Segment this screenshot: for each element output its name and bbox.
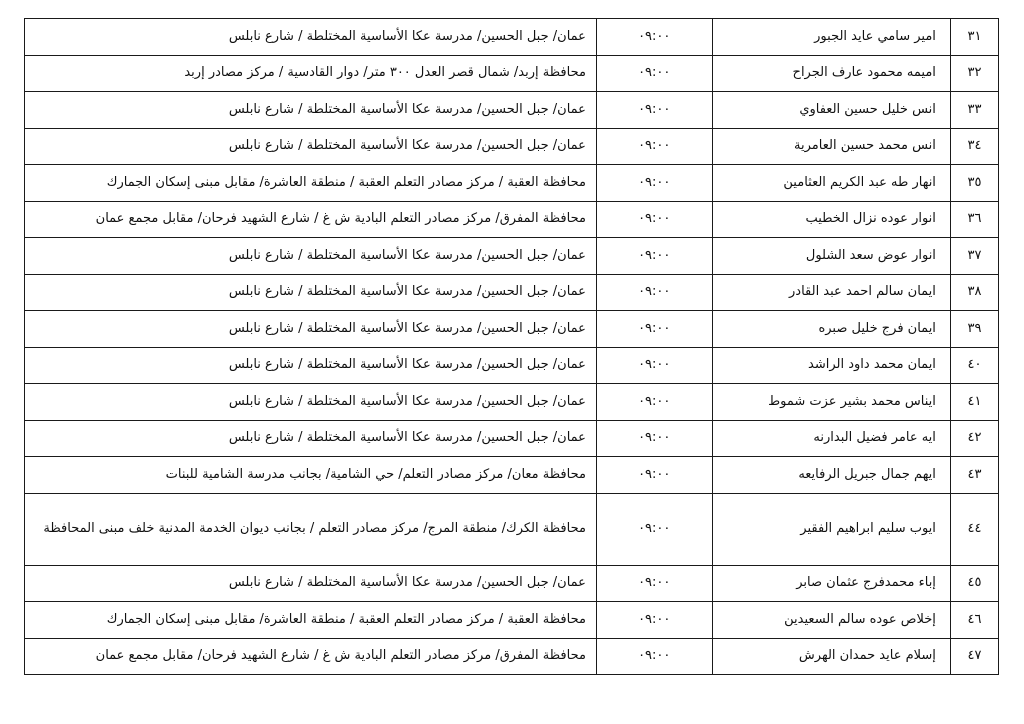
row-number-cell: ٣٣ bbox=[950, 92, 998, 129]
name-cell: اميمه محمود عارف الجراح bbox=[712, 55, 950, 92]
row-number-cell: ٣١ bbox=[950, 19, 998, 56]
time-cell: ٠٩:٠٠ bbox=[596, 19, 712, 56]
name-cell: انهار طه عبد الكريم العثامين bbox=[712, 165, 950, 202]
name-cell: ايوب سليم ابراهيم الفقير bbox=[712, 493, 950, 565]
name-cell: إسلام عايد حمدان الهرش bbox=[712, 638, 950, 675]
row-number-cell: ٣٨ bbox=[950, 274, 998, 311]
location-cell: محافظة الكرك/ منطقة المرج/ مركز مصادر التعلم / بجانب ديوان الخدمة المدنية خلف مبنى المحافظة bbox=[25, 493, 597, 565]
time-cell: ٠٩:٠٠ bbox=[596, 92, 712, 129]
table-row bbox=[25, 274, 999, 311]
row-number-cell: ٤٤ bbox=[950, 493, 998, 565]
location-cell: عمان/ جبل الحسين/ مدرسة عكا الأساسية المختلطة / شارع نابلس bbox=[25, 347, 597, 384]
name-cell: ايمان سالم احمد عبد القادر bbox=[712, 274, 950, 311]
row-number-cell: ٣٥ bbox=[950, 165, 998, 202]
name-cell: ايمان فرج خليل صبره bbox=[712, 311, 950, 348]
row-number-cell: ٤٢ bbox=[950, 420, 998, 457]
table-row bbox=[25, 19, 999, 56]
time-cell: ٠٩:٠٠ bbox=[596, 55, 712, 92]
time-cell: ٠٩:٠٠ bbox=[596, 165, 712, 202]
row-number-cell: ٤٦ bbox=[950, 602, 998, 639]
location-cell: عمان/ جبل الحسين/ مدرسة عكا الأساسية المختلطة / شارع نابلس bbox=[25, 384, 597, 421]
row-number-cell: ٤٣ bbox=[950, 457, 998, 494]
table-row bbox=[25, 602, 999, 639]
table-row bbox=[25, 638, 999, 675]
name-cell: ايه عامر فضيل البدارنه bbox=[712, 420, 950, 457]
time-cell: ٠٩:٠٠ bbox=[596, 201, 712, 238]
location-cell: محافظة معان/ مركز مصادر التعلم/ حي الشامية/ بجانب مدرسة الشامية للبنات bbox=[25, 457, 597, 494]
location-cell: عمان/ جبل الحسين/ مدرسة عكا الأساسية المختلطة / شارع نابلس bbox=[25, 420, 597, 457]
location-cell: عمان/ جبل الحسين/ مدرسة عكا الأساسية المختلطة / شارع نابلس bbox=[25, 274, 597, 311]
table-row bbox=[25, 384, 999, 421]
table-row bbox=[25, 128, 999, 165]
table-row bbox=[25, 165, 999, 202]
row-number-cell: ٣٦ bbox=[950, 201, 998, 238]
row-number-cell: ٣٤ bbox=[950, 128, 998, 165]
location-cell: عمان/ جبل الحسين/ مدرسة عكا الأساسية المختلطة / شارع نابلس bbox=[25, 311, 597, 348]
table-row bbox=[25, 55, 999, 92]
time-cell: ٠٩:٠٠ bbox=[596, 128, 712, 165]
table-row bbox=[25, 493, 999, 565]
location-cell: محافظة العقبة / مركز مصادر التعلم العقبة / منطقة العاشرة/ مقابل مبنى إسكان الجمارك bbox=[25, 602, 597, 639]
name-cell: امير سامي عايد الجبور bbox=[712, 19, 950, 56]
table-row bbox=[25, 420, 999, 457]
row-number-cell: ٣٢ bbox=[950, 55, 998, 92]
time-cell: ٠٩:٠٠ bbox=[596, 274, 712, 311]
name-cell: انوار عوده نزال الخطيب bbox=[712, 201, 950, 238]
time-cell: ٠٩:٠٠ bbox=[596, 420, 712, 457]
table-row bbox=[25, 565, 999, 602]
table-row bbox=[25, 238, 999, 275]
location-cell: عمان/ جبل الحسين/ مدرسة عكا الأساسية المختلطة / شارع نابلس bbox=[25, 92, 597, 129]
time-cell: ٠٩:٠٠ bbox=[596, 347, 712, 384]
row-number-cell: ٤١ bbox=[950, 384, 998, 421]
name-cell: إباء محمدفرج عثمان صابر bbox=[712, 565, 950, 602]
table-row bbox=[25, 347, 999, 384]
location-cell: عمان/ جبل الحسين/ مدرسة عكا الأساسية المختلطة / شارع نابلس bbox=[25, 19, 597, 56]
row-number-cell: ٤٥ bbox=[950, 565, 998, 602]
time-cell: ٠٩:٠٠ bbox=[596, 384, 712, 421]
name-cell: انوار عوض سعد الشلول bbox=[712, 238, 950, 275]
document-page bbox=[24, 18, 999, 675]
time-cell: ٠٩:٠٠ bbox=[596, 565, 712, 602]
time-cell: ٠٩:٠٠ bbox=[596, 457, 712, 494]
table-row bbox=[25, 201, 999, 238]
location-cell: محافظة المفرق/ مركز مصادر التعلم البادية ش غ / شارع الشهيد فرحان/ مقابل مجمع عمان bbox=[25, 201, 597, 238]
name-cell: إخلاص عوده سالم السعيدين bbox=[712, 602, 950, 639]
table-row bbox=[25, 92, 999, 129]
location-cell: محافظة المفرق/ مركز مصادر التعلم البادية ش غ / شارع الشهيد فرحان/ مقابل مجمع عمان bbox=[25, 638, 597, 675]
time-cell: ٠٩:٠٠ bbox=[596, 493, 712, 565]
time-cell: ٠٩:٠٠ bbox=[596, 638, 712, 675]
name-cell: ايناس محمد بشير عزت شموط bbox=[712, 384, 950, 421]
schedule-table-body bbox=[25, 19, 999, 675]
schedule-table bbox=[24, 18, 999, 675]
time-cell: ٠٩:٠٠ bbox=[596, 311, 712, 348]
name-cell: ايمان محمد داود الراشد bbox=[712, 347, 950, 384]
row-number-cell: ٣٩ bbox=[950, 311, 998, 348]
table-row bbox=[25, 457, 999, 494]
row-number-cell: ٤٧ bbox=[950, 638, 998, 675]
row-number-cell: ٣٧ bbox=[950, 238, 998, 275]
name-cell: انس محمد حسين العامرية bbox=[712, 128, 950, 165]
name-cell: ايهم جمال جبريل الرفايعه bbox=[712, 457, 950, 494]
time-cell: ٠٩:٠٠ bbox=[596, 602, 712, 639]
name-cell: انس خليل حسين العفاوي bbox=[712, 92, 950, 129]
location-cell: محافظة إربد/ شمال قصر العدل ٣٠٠ متر/ دوار القادسية / مركز مصادر إربد bbox=[25, 55, 597, 92]
time-cell: ٠٩:٠٠ bbox=[596, 238, 712, 275]
location-cell: عمان/ جبل الحسين/ مدرسة عكا الأساسية المختلطة / شارع نابلس bbox=[25, 238, 597, 275]
location-cell: محافظة العقبة / مركز مصادر التعلم العقبة / منطقة العاشرة/ مقابل مبنى إسكان الجمارك bbox=[25, 165, 597, 202]
table-row bbox=[25, 311, 999, 348]
location-cell: عمان/ جبل الحسين/ مدرسة عكا الأساسية المختلطة / شارع نابلس bbox=[25, 565, 597, 602]
location-cell: عمان/ جبل الحسين/ مدرسة عكا الأساسية المختلطة / شارع نابلس bbox=[25, 128, 597, 165]
row-number-cell: ٤٠ bbox=[950, 347, 998, 384]
